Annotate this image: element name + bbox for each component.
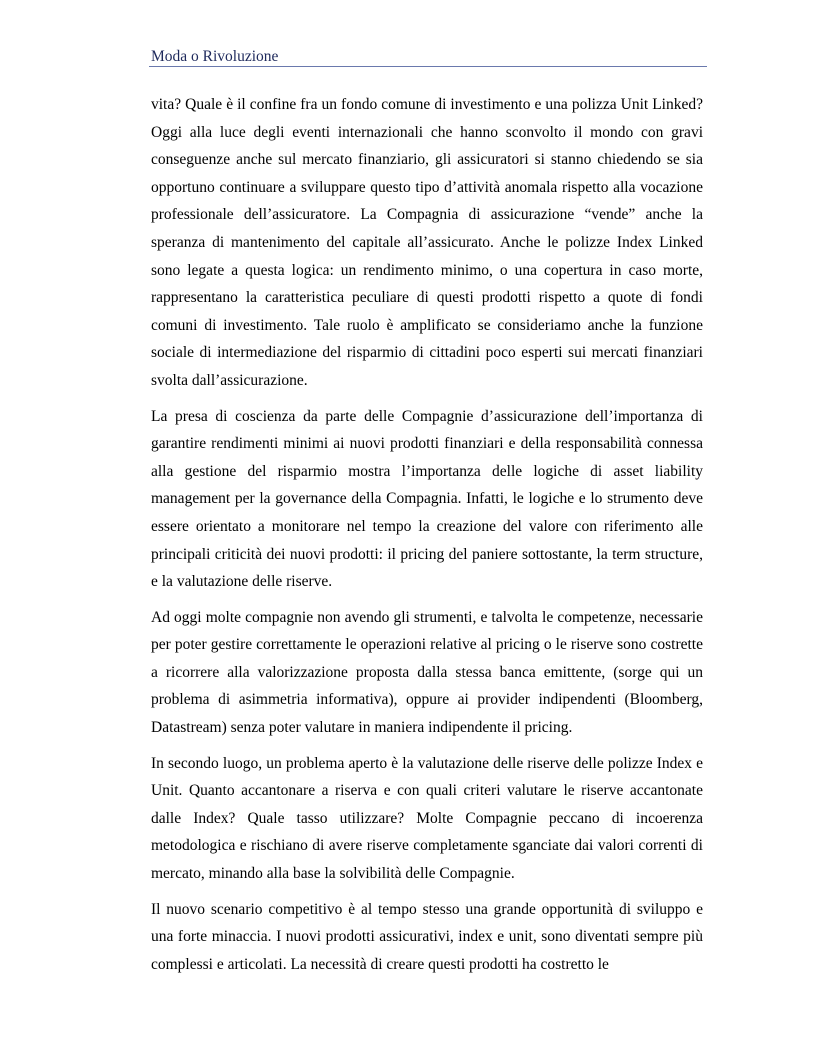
paragraph-4: In secondo luogo, un problema aperto è la valutazione delle riserve delle polizze Index e Unit. Quanto accantonare a riserva e con quali criteri valutare le riserve accantonate dalle Index? Quale tasso utilizzare? Molte Compagnie peccano di incoerenza metodologica e rischiano di avere riserve completamente sganciate dai valori correnti di mercato, minando alla base la solvibilità delle Compagnie. — [151, 754, 703, 883]
page-body — [151, 91, 703, 986]
paragraph-2: La presa di coscienza da parte delle Compagnie d’assicurazione dell’importanza di garantire rendimenti minimi ai nuovi prodotti finanziari e della responsabilità connessa alla gestione del risparmio mostra l’importanza delle logiche di asset liability management per la governance della Compagnia. Infatti, le logiche e lo strumento deve essere orientato a monitorare nel tempo la creazione del valore con riferimento alle principali criticità dei nuovi prodotti: il pricing del paniere sottostante, la term structure, e la valutazione delle riserve. — [151, 407, 703, 591]
header-rule — [149, 66, 707, 67]
running-header: Moda o Rivoluzione — [151, 48, 279, 65]
paragraph-3: Ad oggi molte compagnie non avendo gli strumenti, e talvolta le competenze, necessarie per poter gestire correttamente le operazioni relative al pricing o le riserve sono costrette a ricorrere alla valorizzazione proposta dalla stessa banca emittente, (sorge qui un problema di asimmetria informativa), oppure ai provider indipendenti (Bloomberg, Datastream) senza poter valutare in maniera indipendente il pricing. — [151, 608, 703, 737]
paragraph-5: Il nuovo scenario competitivo è al tempo stesso una grande opportunità di sviluppo e una forte minaccia. I nuovi prodotti assicurativi, index e unit, sono diventati sempre più complessi e articolati. La necessità di creare questi prodotti ha costretto le — [151, 900, 703, 973]
paragraph-1: vita? Quale è il confine fra un fondo comune di investimento e una polizza Unit Linked? Oggi alla luce degli eventi internazionali che hanno sconvolto il mondo con gravi conseguenze anche sul mercato finanziario, gli assicuratori si stanno chiedendo se sia opportuno continuare a sviluppare questo tipo d’attività anomala rispetto alla vocazione professionale dell’assicuratore. La Compagnia di assicurazione “vende” anche la speranza di mantenimento del capitale all’assicurato. Anche le polizze Index Linked sono legate a questa logica: un rendimento minimo, o una copertura in caso morte, rappresentano la caratteristica peculiare di questi prodotti rispetto a quote di fondi comuni di investimento. Tale ruolo è amplificato se consideriamo anche la funzione sociale di intermediazione del risparmio di cittadini poco esperti sui mercati finanziari svolta dall’assicurazione. — [151, 96, 703, 389]
